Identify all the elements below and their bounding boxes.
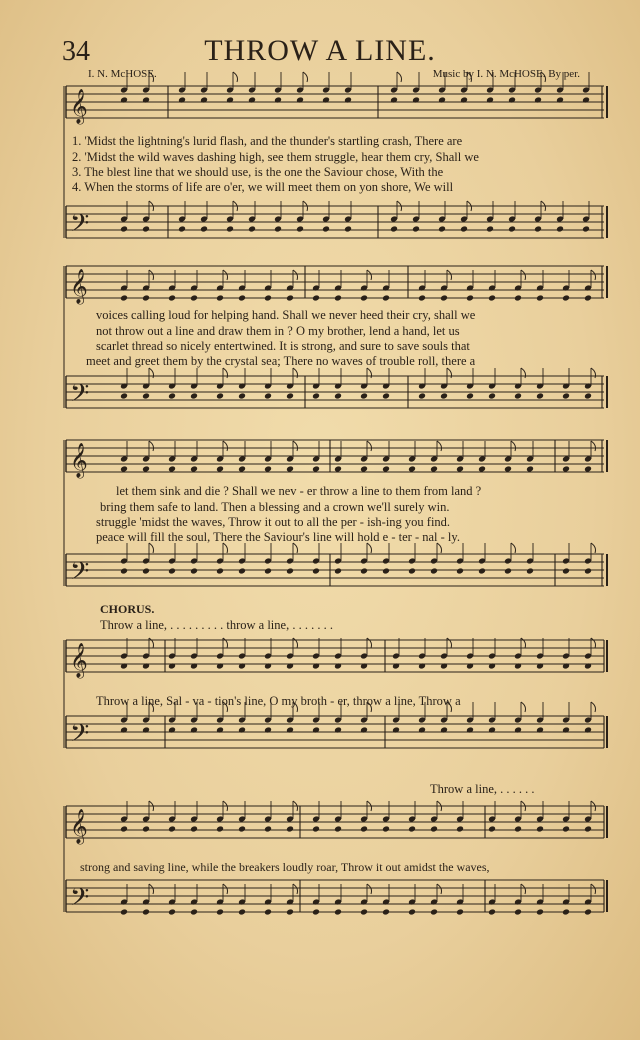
svg-text:𝄢: 𝄢 (70, 209, 90, 244)
author-credit: I. N. McHOSE. (88, 68, 157, 80)
chorus-echo-2: Throw a line, . . . . . . (430, 782, 535, 796)
verse-2-line-1: 2. 'Midst the wild waves dashing high, see them struggle, hear them cry, Shall we (72, 150, 479, 164)
svg-text:𝄞: 𝄞 (70, 269, 88, 304)
verse-1-line-3: let them sink and die ? Shall we nev - er throw a line to them from land ? (116, 484, 482, 498)
verse-2-line-3: bring them safe to land. Then a blessing and a crown we'll surely win. (100, 500, 450, 514)
verse-4-line-2: meet and greet them by the crystal sea; There no waves of trouble roll, there a (86, 354, 476, 368)
hymn-title: THROW A LINE. (204, 34, 436, 67)
verse-1-line-1: 1. 'Midst the lightning's lurid flash, and the thunder's startling crash, There are (72, 134, 463, 148)
chorus-heading: CHORUS. (100, 602, 155, 616)
verse-3-line-2: scarlet thread so nicely entertwined. It is strong, and sure to save souls that (96, 339, 470, 353)
chorus-echo-1: Throw a line, . . . . . . . . . throw a line, . . . . . . . (100, 618, 333, 632)
verse-4-line-1: 4. When the storms of life are o'er, we will meet them on yon shore, We will (72, 180, 454, 194)
svg-text:𝄞: 𝄞 (70, 809, 88, 844)
verse-1-line-2: voices calling loud for helping hand. Shall we never heed their cry, shall we (96, 308, 476, 322)
chorus-line-1: Throw a line, Sal - va - tion's line, O my broth - er, throw a line, Throw a (96, 694, 461, 708)
verse-3-line-1: 3. The blest line that we should use, is the one the Saviour chose, With the (72, 165, 444, 179)
svg-text:𝄢: 𝄢 (70, 719, 90, 754)
svg-text:𝄞: 𝄞 (70, 443, 88, 478)
svg-text:𝄢: 𝄢 (70, 557, 90, 592)
music-credit: Music by I. N. McHOSE. By per. (432, 68, 580, 80)
svg-text:𝄞: 𝄞 (70, 89, 88, 124)
svg-text:𝄢: 𝄢 (70, 883, 90, 918)
svg-text:𝄞: 𝄞 (70, 643, 88, 678)
verse-4-line-3: peace will fill the soul, There the Saviour's line will hold e - ter - nal - ly. (96, 530, 460, 544)
page-number: 34 (62, 36, 90, 67)
verse-3-line-3: struggle 'midst the waves, Throw it out to all the per - ish-ing you find. (96, 515, 451, 529)
verse-2-line-2: not throw out a line and draw them in ? O my brother, lend a hand, let us (96, 324, 460, 338)
svg-text:𝄢: 𝄢 (70, 379, 90, 414)
chorus-line-2: strong and saving line, while the breakers loudly roar, Throw it out amidst the waves, (80, 860, 490, 874)
